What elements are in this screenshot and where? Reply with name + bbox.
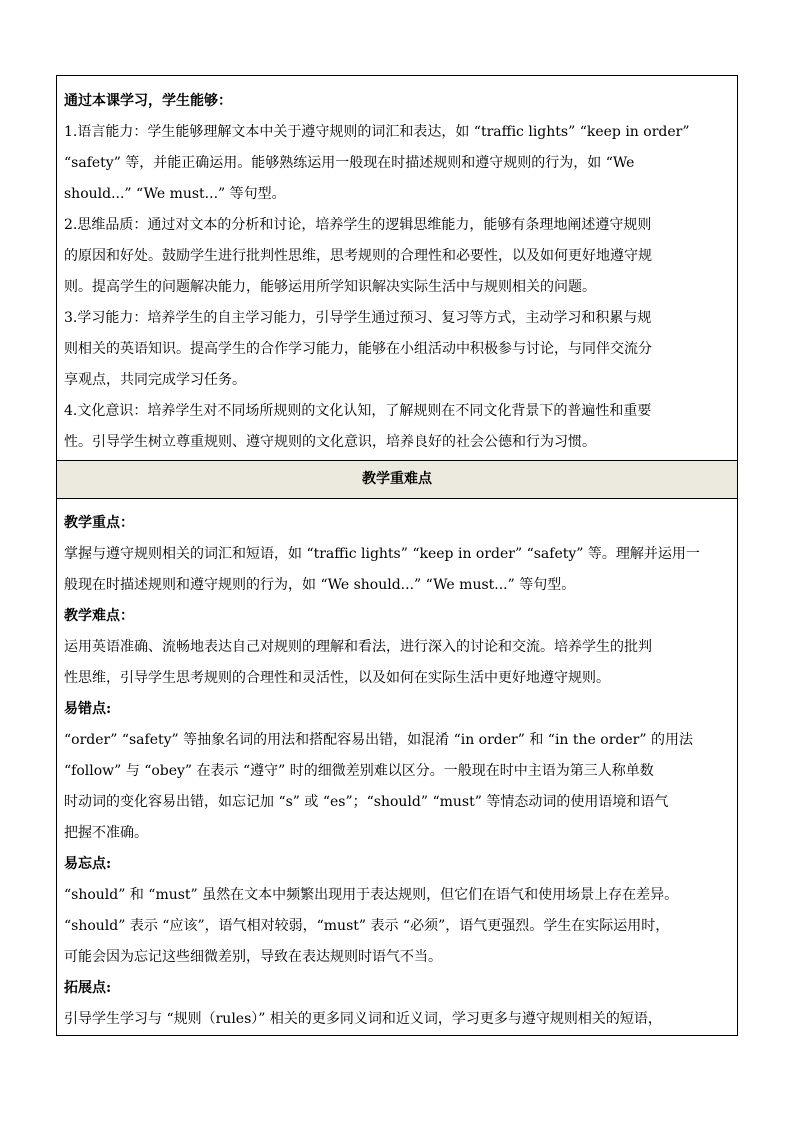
extension-points-heading: 拓展点: xyxy=(64,980,112,996)
key-points-heading: 教学重点： xyxy=(64,515,134,531)
objectives-line: 性。引导学生树立尊重规则、遵守规则的文化意识，培养良好的社会公德和行为习惯。 xyxy=(64,434,596,450)
difficult-points-heading: 教学难点： xyxy=(64,608,134,624)
objectives-line: 2.思维品质：通过对文本的分析和讨论，培养学生的逻辑思维能力，能够有条理地阐述遵守规则 xyxy=(64,217,652,233)
objectives-line: “safety” 等，并能正确运用。能够熟练运用一般现在时描述规则和遵守规则的行为，如 “We xyxy=(64,155,635,171)
lesson-table xyxy=(56,75,738,1036)
error-points-line: “order” “safety” 等抽象名词的用法和搭配容易出错，如混淆 “in order” 和 “in the order” 的用法 xyxy=(64,732,693,748)
objectives-line: 的原因和好处。鼓励学生进行批判性思维，思考规则的合理性和必要性，以及如何更好地遵守规 xyxy=(64,248,652,264)
error-points-line: “follow” 与 “obey” 在表示 “遵守” 时的细微差别难以区分。一般现在时中主语为第三人称单数 xyxy=(64,763,654,779)
objectives-line: 则相关的英语知识。提高学生的合作学习能力，能够在小组活动中积极参与讨论，与同伴交流分 xyxy=(64,341,652,357)
difficult-points-line: 运用英语准确、流畅地表达自己对规则的理解和看法，进行深入的讨论和交流。培养学生的批判 xyxy=(64,639,652,655)
forget-points-line: “should” 和 “must” 虽然在文本中频繁出现用于表达规则，但它们在语气和使用场景上存在差异。 xyxy=(64,887,679,903)
objectives-line: 4.文化意识：培养学生对不同场所规则的文化认知，了解规则在不同文化背景下的普遍性和重要 xyxy=(64,403,652,419)
objectives-line: 则。提高学生的问题解决能力，能够运用所学知识解决实际生活中与规则相关的问题。 xyxy=(64,279,596,295)
section-header-key-difficult: 教学重难点 xyxy=(57,460,737,499)
objectives-line: should...” “We must...” 等句型。 xyxy=(64,186,286,202)
key-difficult-cell xyxy=(57,499,737,1035)
objectives-cell xyxy=(57,76,737,460)
key-points-line: 掌握与遵守规则相关的词汇和短语，如 “traffic lights” “keep in order” “safety” 等。理解并运用一 xyxy=(64,546,700,562)
forget-points-heading: 易忘点: xyxy=(64,856,112,872)
key-points-line: 般现在时描述规则和遵守规则的行为，如 “We should...” “We must...” 等句型。 xyxy=(64,577,576,593)
objectives-line: 享观点，共同完成学习任务。 xyxy=(64,372,246,388)
forget-points-line: “should” 表示 “应该”，语气相对较弱，“must” 表示 “必须”，语气更强烈。学生在实际运用时， xyxy=(64,918,670,934)
objectives-line: 3.学习能力：培养学生的自主学习能力，引导学生通过预习、复习等方式，主动学习和积累与规 xyxy=(64,310,652,326)
extension-points-line: 引导学生学习与 “规则（rules）” 相关的更多同义词和近义词，学习更多与遵守规则相关的短语， xyxy=(64,1011,662,1027)
error-points-heading: 易错点: xyxy=(64,701,112,717)
forget-points-line: 可能会因为忘记这些细微差别，导致在表达规则时语气不当。 xyxy=(64,949,442,965)
difficult-points-line: 性思维，引导学生思考规则的合理性和灵活性，以及如何在实际生活中更好地遵守规则。 xyxy=(64,670,610,686)
objectives-heading: 通过本课学习，学生能够： xyxy=(64,93,232,109)
error-points-line: 时动词的变化容易出错，如忘记加 “s” 或 “es”；“should” “must” 等情态动词的使用语境和语气 xyxy=(64,794,669,810)
error-points-line: 把握不准确。 xyxy=(64,825,148,841)
objectives-line: 1.语言能力：学生能够理解文本中关于遵守规则的词汇和表达，如 “traffic lights” “keep in order” xyxy=(64,124,690,140)
